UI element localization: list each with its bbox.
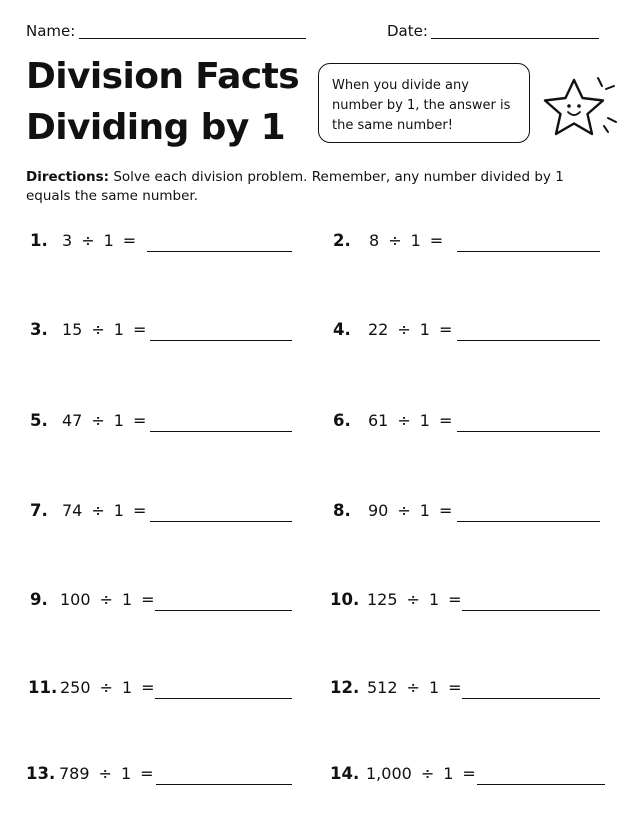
problem-number: 3. [30, 320, 48, 339]
equals-sign: = [132, 320, 147, 339]
equals-sign: = [438, 411, 453, 430]
divide-sign: ÷ [81, 231, 95, 250]
directions-label: Directions: [26, 169, 110, 185]
problem-5 [30, 408, 300, 438]
problem-6 [333, 408, 603, 438]
problem-expression [368, 411, 461, 430]
dividend: 74 [62, 501, 83, 520]
problem-expression [60, 590, 164, 609]
problem-expression [59, 764, 163, 783]
problem-expression [62, 501, 155, 520]
dividend: 3 [62, 231, 73, 250]
date-label: Date: [387, 22, 428, 40]
divide-sign: ÷ [388, 231, 402, 250]
dividend: 22 [368, 320, 389, 339]
answer-blank[interactable] [155, 698, 292, 699]
directions [26, 168, 586, 206]
problem-expression [62, 411, 155, 430]
equals-sign: = [132, 501, 147, 520]
dividend: 61 [368, 411, 389, 430]
answer-blank[interactable] [462, 698, 600, 699]
equals-sign: = [140, 764, 154, 783]
problem-number: 6. [333, 411, 351, 430]
problem-number: 9. [30, 590, 48, 609]
dividend: 250 [60, 678, 91, 697]
problem-9 [30, 587, 300, 617]
equals-sign: = [122, 231, 137, 250]
problem-number: 10. [330, 590, 360, 609]
problem-10 [330, 587, 605, 617]
equals-sign: = [448, 678, 462, 697]
answer-blank[interactable] [150, 340, 292, 341]
problem-number: 2. [333, 231, 351, 250]
problem-3 [30, 317, 300, 347]
answer-blank[interactable] [457, 521, 600, 522]
dividend: 125 [367, 590, 398, 609]
tip-box [318, 63, 530, 143]
answer-blank[interactable] [477, 784, 605, 785]
name-field[interactable] [79, 38, 306, 39]
divisor: 1 [121, 590, 133, 609]
divisor: 1 [443, 764, 454, 783]
divisor: 1 [410, 231, 421, 250]
divisor: 1 [120, 764, 132, 783]
divide-sign: ÷ [99, 590, 113, 609]
problem-expression [62, 320, 155, 339]
divisor: 1 [428, 678, 440, 697]
equals-sign: = [438, 320, 453, 339]
problem-1 [30, 228, 300, 258]
equals-sign: = [141, 678, 155, 697]
dividend: 47 [62, 411, 83, 430]
divisor: 1 [103, 231, 114, 250]
problem-2 [333, 228, 603, 258]
date-field[interactable] [431, 38, 599, 39]
dividend: 1,000 [366, 764, 412, 783]
directions-text: Solve each division problem. Remember, any number divided by 1 equals the same number. [26, 169, 564, 204]
name-label: Name: [26, 22, 76, 40]
divide-sign: ÷ [91, 501, 105, 520]
divide-sign: ÷ [397, 320, 411, 339]
problem-number: 8. [333, 501, 351, 520]
divisor: 1 [419, 501, 430, 520]
equals-sign: = [132, 411, 147, 430]
problem-expression [368, 501, 461, 520]
divide-sign: ÷ [98, 764, 112, 783]
dividend: 512 [367, 678, 398, 697]
answer-blank[interactable] [147, 251, 292, 252]
answer-blank[interactable] [156, 784, 292, 785]
problem-number: 4. [333, 320, 351, 339]
divisor: 1 [419, 411, 430, 430]
problem-number: 5. [30, 411, 48, 430]
problem-expression [366, 764, 485, 783]
dividend: 8 [369, 231, 380, 250]
problem-expression [367, 678, 471, 697]
equals-sign: = [141, 590, 155, 609]
problem-number: 1. [30, 231, 48, 250]
problem-14 [330, 761, 610, 791]
problem-number: 7. [30, 501, 48, 520]
answer-blank[interactable] [457, 340, 600, 341]
answer-blank[interactable] [457, 431, 600, 432]
problem-expression [368, 320, 461, 339]
problem-number: 12. [330, 678, 360, 697]
dividend: 789 [59, 764, 90, 783]
divide-sign: ÷ [99, 678, 113, 697]
page-title-line-1: Division Facts [26, 56, 300, 97]
problem-13 [26, 761, 300, 791]
problem-expression [60, 678, 164, 697]
divide-sign: ÷ [406, 590, 420, 609]
answer-blank[interactable] [150, 521, 292, 522]
divisor: 1 [428, 590, 440, 609]
problem-11 [28, 675, 300, 705]
problem-expression [369, 231, 452, 250]
answer-blank[interactable] [155, 610, 292, 611]
equals-sign: = [438, 501, 453, 520]
page-title-line-2: Dividing by 1 [26, 107, 286, 148]
problem-12 [330, 675, 605, 705]
divisor: 1 [113, 501, 124, 520]
divide-sign: ÷ [420, 764, 435, 783]
problem-7 [30, 498, 300, 528]
divide-sign: ÷ [91, 320, 105, 339]
dividend: 15 [62, 320, 83, 339]
problem-number: 14. [330, 764, 360, 783]
divide-sign: ÷ [397, 411, 411, 430]
divisor: 1 [113, 320, 124, 339]
divide-sign: ÷ [91, 411, 105, 430]
divide-sign: ÷ [406, 678, 420, 697]
divisor: 1 [121, 678, 133, 697]
answer-blank[interactable] [150, 431, 292, 432]
smiling-star-icon [538, 72, 620, 144]
problem-number: 11. [28, 678, 58, 697]
equals-sign: = [462, 764, 476, 783]
answer-blank[interactable] [457, 251, 600, 252]
problem-expression [62, 231, 145, 250]
problem-number: 13. [26, 764, 56, 783]
dividend: 90 [368, 501, 389, 520]
tip-text: When you divide any number by 1, the answer is the same number! [332, 78, 511, 133]
dividend: 100 [60, 590, 91, 609]
problem-expression [367, 590, 471, 609]
divisor: 1 [113, 411, 124, 430]
problem-8 [333, 498, 603, 528]
equals-sign: = [448, 590, 462, 609]
answer-blank[interactable] [462, 610, 600, 611]
divide-sign: ÷ [397, 501, 411, 520]
divisor: 1 [419, 320, 430, 339]
problem-4 [333, 317, 603, 347]
equals-sign: = [429, 231, 444, 250]
